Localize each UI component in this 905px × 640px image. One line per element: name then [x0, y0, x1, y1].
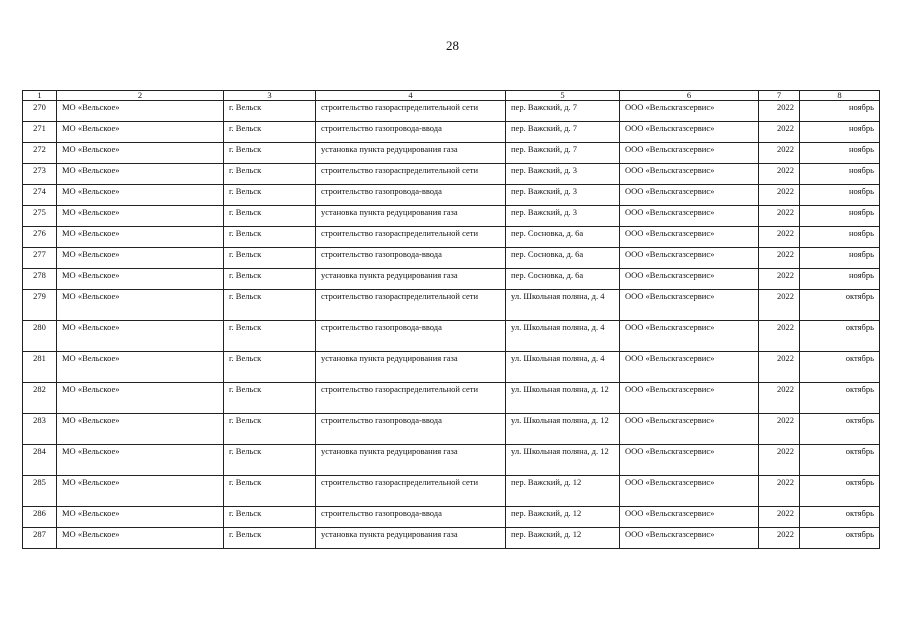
organization-cell: ООО «Вельскгазсервис» — [620, 414, 759, 445]
row-number-cell: 284 — [23, 445, 57, 476]
address-cell: ул. Школьная поляна, д. 12 — [506, 445, 620, 476]
organization-cell: ООО «Вельскгазсервис» — [620, 206, 759, 227]
table-row — [23, 445, 880, 476]
column-header: 1 — [23, 91, 57, 101]
month-cell: ноябрь — [800, 122, 880, 143]
row-number-cell: 270 — [23, 101, 57, 122]
organization-cell: ООО «Вельскгазсервис» — [620, 122, 759, 143]
row-number-cell: 272 — [23, 143, 57, 164]
municipality-cell: МО «Вельское» — [57, 101, 224, 122]
work-type-cell: установка пункта редуцирования газа — [316, 206, 506, 227]
table-row — [23, 206, 880, 227]
table-row — [23, 507, 880, 528]
work-type-cell: строительство газопровода-ввода — [316, 414, 506, 445]
settlement-cell: г. Вельск — [224, 445, 316, 476]
settlement-cell: г. Вельск — [224, 352, 316, 383]
row-number-cell: 271 — [23, 122, 57, 143]
work-type-cell: строительство газораспределительной сети — [316, 290, 506, 321]
row-number-cell: 286 — [23, 507, 57, 528]
settlement-cell: г. Вельск — [224, 101, 316, 122]
month-cell: ноябрь — [800, 143, 880, 164]
municipality-cell: МО «Вельское» — [57, 445, 224, 476]
month-cell: октябрь — [800, 414, 880, 445]
organization-cell: ООО «Вельскгазсервис» — [620, 507, 759, 528]
year-cell: 2022 — [759, 476, 800, 507]
organization-cell: ООО «Вельскгазсервис» — [620, 185, 759, 206]
year-cell: 2022 — [759, 143, 800, 164]
settlement-cell: г. Вельск — [224, 248, 316, 269]
settlement-cell: г. Вельск — [224, 383, 316, 414]
month-cell: октябрь — [800, 321, 880, 352]
municipality-cell: МО «Вельское» — [57, 206, 224, 227]
table-row — [23, 122, 880, 143]
work-type-cell: строительство газопровода-ввода — [316, 185, 506, 206]
year-cell: 2022 — [759, 445, 800, 476]
year-cell: 2022 — [759, 321, 800, 352]
work-type-cell: строительство газопровода-ввода — [316, 507, 506, 528]
address-cell: пер. Важский, д. 7 — [506, 143, 620, 164]
municipality-cell: МО «Вельское» — [57, 476, 224, 507]
settlement-cell: г. Вельск — [224, 476, 316, 507]
work-type-cell: строительство газопровода-ввода — [316, 321, 506, 352]
row-number-cell: 278 — [23, 269, 57, 290]
work-type-cell: строительство газопровода-ввода — [316, 122, 506, 143]
column-header: 6 — [620, 91, 759, 101]
municipality-cell: МО «Вельское» — [57, 507, 224, 528]
organization-cell: ООО «Вельскгазсервис» — [620, 476, 759, 507]
municipality-cell: МО «Вельское» — [57, 269, 224, 290]
municipality-cell: МО «Вельское» — [57, 414, 224, 445]
table-row — [23, 248, 880, 269]
table-row — [23, 227, 880, 248]
table-row — [23, 352, 880, 383]
gasification-schedule-table — [22, 90, 880, 549]
work-type-cell: установка пункта редуцирования газа — [316, 143, 506, 164]
month-cell: октябрь — [800, 507, 880, 528]
settlement-cell: г. Вельск — [224, 206, 316, 227]
organization-cell: ООО «Вельскгазсервис» — [620, 143, 759, 164]
work-type-cell: строительство газопровода-ввода — [316, 248, 506, 269]
settlement-cell: г. Вельск — [224, 414, 316, 445]
row-number-cell: 285 — [23, 476, 57, 507]
address-cell: пер. Важский, д. 3 — [506, 185, 620, 206]
table-row — [23, 414, 880, 445]
year-cell: 2022 — [759, 383, 800, 414]
work-type-cell: строительство газораспределительной сети — [316, 101, 506, 122]
address-cell: пер. Важский, д. 7 — [506, 101, 620, 122]
table-row — [23, 164, 880, 185]
address-cell: пер. Сосновка, д. 6а — [506, 269, 620, 290]
municipality-cell: МО «Вельское» — [57, 227, 224, 248]
work-type-cell: строительство газораспределительной сети — [316, 383, 506, 414]
municipality-cell: МО «Вельское» — [57, 122, 224, 143]
address-cell: пер. Важский, д. 3 — [506, 164, 620, 185]
address-cell: ул. Школьная поляна, д. 4 — [506, 352, 620, 383]
year-cell: 2022 — [759, 206, 800, 227]
organization-cell: ООО «Вельскгазсервис» — [620, 445, 759, 476]
table-row — [23, 101, 880, 122]
column-header: 2 — [57, 91, 224, 101]
address-cell: пер. Важский, д. 12 — [506, 528, 620, 549]
organization-cell: ООО «Вельскгазсервис» — [620, 269, 759, 290]
settlement-cell: г. Вельск — [224, 290, 316, 321]
municipality-cell: МО «Вельское» — [57, 290, 224, 321]
row-number-cell: 277 — [23, 248, 57, 269]
row-number-cell: 279 — [23, 290, 57, 321]
municipality-cell: МО «Вельское» — [57, 248, 224, 269]
table-row — [23, 143, 880, 164]
column-number-header-row — [23, 91, 880, 101]
organization-cell: ООО «Вельскгазсервис» — [620, 164, 759, 185]
organization-cell: ООО «Вельскгазсервис» — [620, 528, 759, 549]
column-header: 3 — [224, 91, 316, 101]
column-header: 4 — [316, 91, 506, 101]
address-cell: пер. Важский, д. 7 — [506, 122, 620, 143]
year-cell: 2022 — [759, 352, 800, 383]
organization-cell: ООО «Вельскгазсервис» — [620, 352, 759, 383]
month-cell: ноябрь — [800, 227, 880, 248]
organization-cell: ООО «Вельскгазсервис» — [620, 290, 759, 321]
settlement-cell: г. Вельск — [224, 185, 316, 206]
row-number-cell: 281 — [23, 352, 57, 383]
table-body — [23, 101, 880, 549]
settlement-cell: г. Вельск — [224, 507, 316, 528]
work-type-cell: строительство газораспределительной сети — [316, 476, 506, 507]
month-cell: октябрь — [800, 445, 880, 476]
month-cell: ноябрь — [800, 101, 880, 122]
month-cell: ноябрь — [800, 164, 880, 185]
settlement-cell: г. Вельск — [224, 122, 316, 143]
work-type-cell: строительство газораспределительной сети — [316, 227, 506, 248]
address-cell: пер. Важский, д. 12 — [506, 507, 620, 528]
work-type-cell: установка пункта редуцирования газа — [316, 269, 506, 290]
address-cell: пер. Сосновка, д. 6а — [506, 248, 620, 269]
year-cell: 2022 — [759, 507, 800, 528]
year-cell: 2022 — [759, 414, 800, 445]
municipality-cell: МО «Вельское» — [57, 321, 224, 352]
work-type-cell: установка пункта редуцирования газа — [316, 445, 506, 476]
settlement-cell: г. Вельск — [224, 321, 316, 352]
table-row — [23, 321, 880, 352]
month-cell: ноябрь — [800, 206, 880, 227]
address-cell: пер. Важский, д. 3 — [506, 206, 620, 227]
year-cell: 2022 — [759, 185, 800, 206]
month-cell: октябрь — [800, 290, 880, 321]
address-cell: ул. Школьная поляна, д. 4 — [506, 290, 620, 321]
work-type-cell: строительство газораспределительной сети — [316, 164, 506, 185]
organization-cell: ООО «Вельскгазсервис» — [620, 101, 759, 122]
year-cell: 2022 — [759, 122, 800, 143]
year-cell: 2022 — [759, 248, 800, 269]
settlement-cell: г. Вельск — [224, 227, 316, 248]
month-cell: ноябрь — [800, 248, 880, 269]
year-cell: 2022 — [759, 227, 800, 248]
month-cell: октябрь — [800, 383, 880, 414]
month-cell: октябрь — [800, 528, 880, 549]
year-cell: 2022 — [759, 269, 800, 290]
row-number-cell: 274 — [23, 185, 57, 206]
address-cell: ул. Школьная поляна, д. 4 — [506, 321, 620, 352]
month-cell: октябрь — [800, 352, 880, 383]
year-cell: 2022 — [759, 290, 800, 321]
municipality-cell: МО «Вельское» — [57, 143, 224, 164]
address-cell: ул. Школьная поляна, д. 12 — [506, 414, 620, 445]
settlement-cell: г. Вельск — [224, 164, 316, 185]
month-cell: ноябрь — [800, 269, 880, 290]
month-cell: ноябрь — [800, 185, 880, 206]
settlement-cell: г. Вельск — [224, 269, 316, 290]
table-row — [23, 383, 880, 414]
table-row — [23, 476, 880, 507]
settlement-cell: г. Вельск — [224, 528, 316, 549]
column-header: 8 — [800, 91, 880, 101]
row-number-cell: 283 — [23, 414, 57, 445]
municipality-cell: МО «Вельское» — [57, 185, 224, 206]
work-type-cell: установка пункта редуцирования газа — [316, 352, 506, 383]
municipality-cell: МО «Вельское» — [57, 164, 224, 185]
organization-cell: ООО «Вельскгазсервис» — [620, 227, 759, 248]
work-type-cell: установка пункта редуцирования газа — [316, 528, 506, 549]
organization-cell: ООО «Вельскгазсервис» — [620, 248, 759, 269]
table-row — [23, 185, 880, 206]
table-row — [23, 290, 880, 321]
municipality-cell: МО «Вельское» — [57, 352, 224, 383]
row-number-cell: 282 — [23, 383, 57, 414]
row-number-cell: 273 — [23, 164, 57, 185]
column-header: 7 — [759, 91, 800, 101]
organization-cell: ООО «Вельскгазсервис» — [620, 383, 759, 414]
year-cell: 2022 — [759, 101, 800, 122]
row-number-cell: 275 — [23, 206, 57, 227]
table-row — [23, 269, 880, 290]
address-cell: ул. Школьная поляна, д. 12 — [506, 383, 620, 414]
organization-cell: ООО «Вельскгазсервис» — [620, 321, 759, 352]
municipality-cell: МО «Вельское» — [57, 383, 224, 414]
row-number-cell: 287 — [23, 528, 57, 549]
address-cell: пер. Сосновка, д. 6а — [506, 227, 620, 248]
month-cell: октябрь — [800, 476, 880, 507]
municipality-cell: МО «Вельское» — [57, 528, 224, 549]
year-cell: 2022 — [759, 528, 800, 549]
table-row — [23, 528, 880, 549]
row-number-cell: 280 — [23, 321, 57, 352]
settlement-cell: г. Вельск — [224, 143, 316, 164]
year-cell: 2022 — [759, 164, 800, 185]
row-number-cell: 276 — [23, 227, 57, 248]
address-cell: пер. Важский, д. 12 — [506, 476, 620, 507]
column-header: 5 — [506, 91, 620, 101]
page-number: 28 — [446, 38, 459, 53]
